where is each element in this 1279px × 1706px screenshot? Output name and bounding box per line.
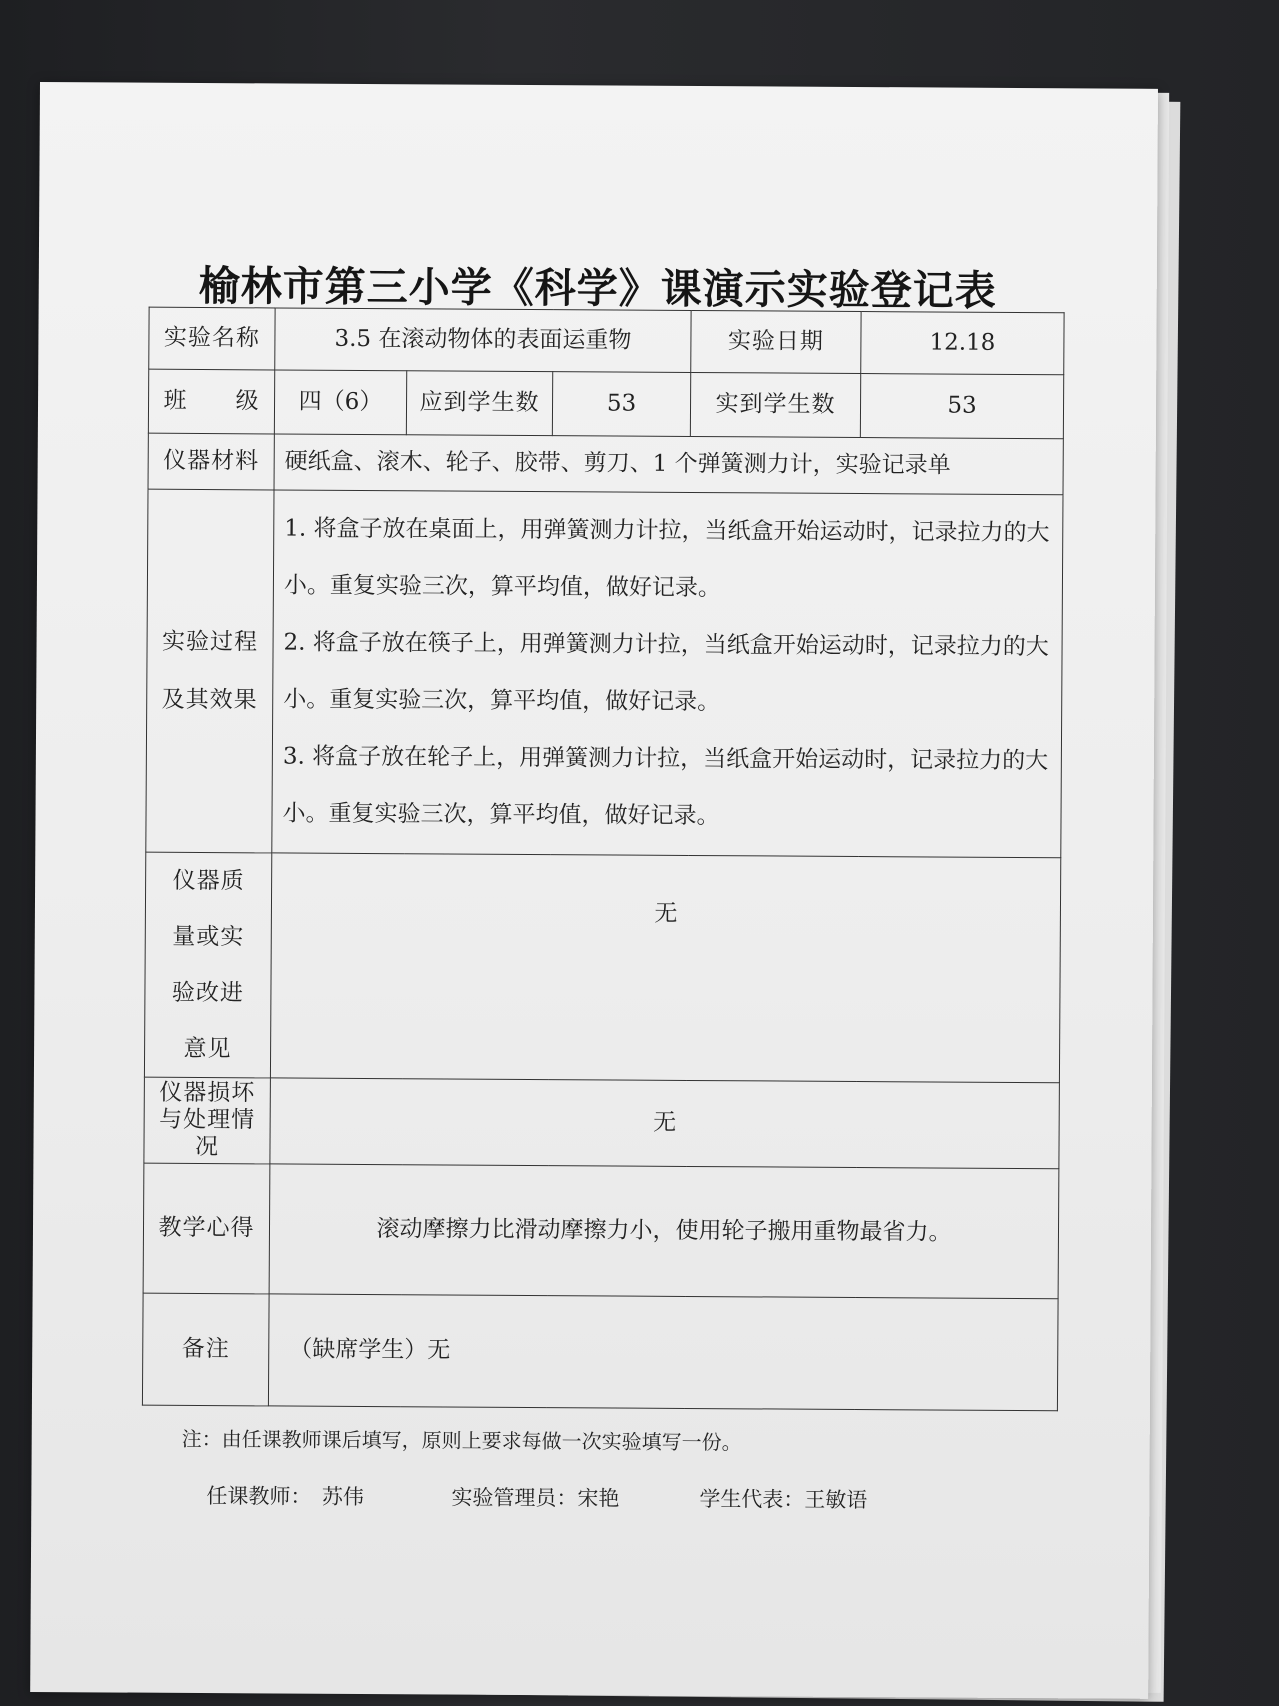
- process-step-3: 3. 将盒子放在轮子上，用弹簧测力计拉，当纸盒开始运动时，记录拉力的大小。重复实验三次，算平均值，做好记录。: [282, 743, 1049, 830]
- value-damage: 无: [270, 1078, 1060, 1169]
- value-materials: 硬纸盒、滚木、轮子、胶带、剪刀、1 个弹簧测力计，实验记录单: [274, 434, 1063, 495]
- row-remarks: [142, 1293, 1058, 1411]
- value-remarks: （缺席学生）无: [268, 1294, 1058, 1411]
- value-actual-students: 53: [860, 374, 1063, 439]
- label-experiment-date: 实验日期: [691, 310, 861, 373]
- label-reflection: 教学心得: [143, 1163, 270, 1294]
- value-class: 四（6）: [274, 370, 406, 435]
- label-process: 实验过程及其效果: [146, 489, 274, 853]
- row-damage: [144, 1077, 1060, 1169]
- row-quality: [144, 852, 1060, 1083]
- row-materials: [148, 433, 1063, 495]
- document-title: 榆林市第三小学《科学》课演示实验登记表: [198, 261, 997, 315]
- document-sheet: [30, 82, 1158, 1699]
- registration-form-table: [142, 307, 1065, 1412]
- row-experiment-name: [149, 307, 1064, 375]
- label-remarks: 备注: [142, 1293, 269, 1406]
- value-quality: 无: [270, 853, 1060, 1083]
- value-reflection: 滚动摩擦力比滑动摩擦力小，使用轮子搬用重物最省力。: [269, 1164, 1059, 1299]
- value-process: [272, 490, 1063, 858]
- value-experiment-date: 12.18: [861, 312, 1064, 375]
- label-experiment-name: 实验名称: [149, 307, 275, 370]
- footer-note: 注：由任课教师课后填写，原则上要求每做一次实验填写一份。: [181, 1426, 742, 1455]
- process-step-2: 2. 将盒子放在筷子上，用弹簧测力计拉，当纸盒开始运动时，记录拉力的大小。重复实验三次，算平均值，做好记录。: [283, 629, 1049, 716]
- signature-student-rep: 学生代表：王敏语: [699, 1487, 868, 1513]
- signature-teacher: 任课教师： 苏伟: [206, 1484, 364, 1510]
- signature-lab-manager: 实验管理员：宋艳: [451, 1485, 620, 1511]
- label-actual-students: 实到学生数: [690, 372, 860, 437]
- label-expected-students: 应到学生数: [406, 371, 552, 436]
- label-class: 班 级: [148, 369, 274, 434]
- label-damage: 仪器损坏与处理情况: [144, 1077, 271, 1164]
- label-materials: 仪器材料: [148, 433, 274, 490]
- row-process: [146, 489, 1063, 858]
- process-step-1: 1. 将盒子放在桌面上，用弹簧测力计拉，当纸盒开始运动时，记录拉力的大小。重复实验三次，算平均值，做好记录。: [283, 515, 1050, 602]
- label-quality: 仪器质量或实验改进意见: [144, 852, 271, 1078]
- row-class: [148, 369, 1063, 439]
- value-experiment-name: 3.5 在滚动物体的表面运重物: [275, 308, 691, 373]
- value-expected-students: 53: [552, 372, 690, 437]
- row-reflection: [143, 1163, 1059, 1299]
